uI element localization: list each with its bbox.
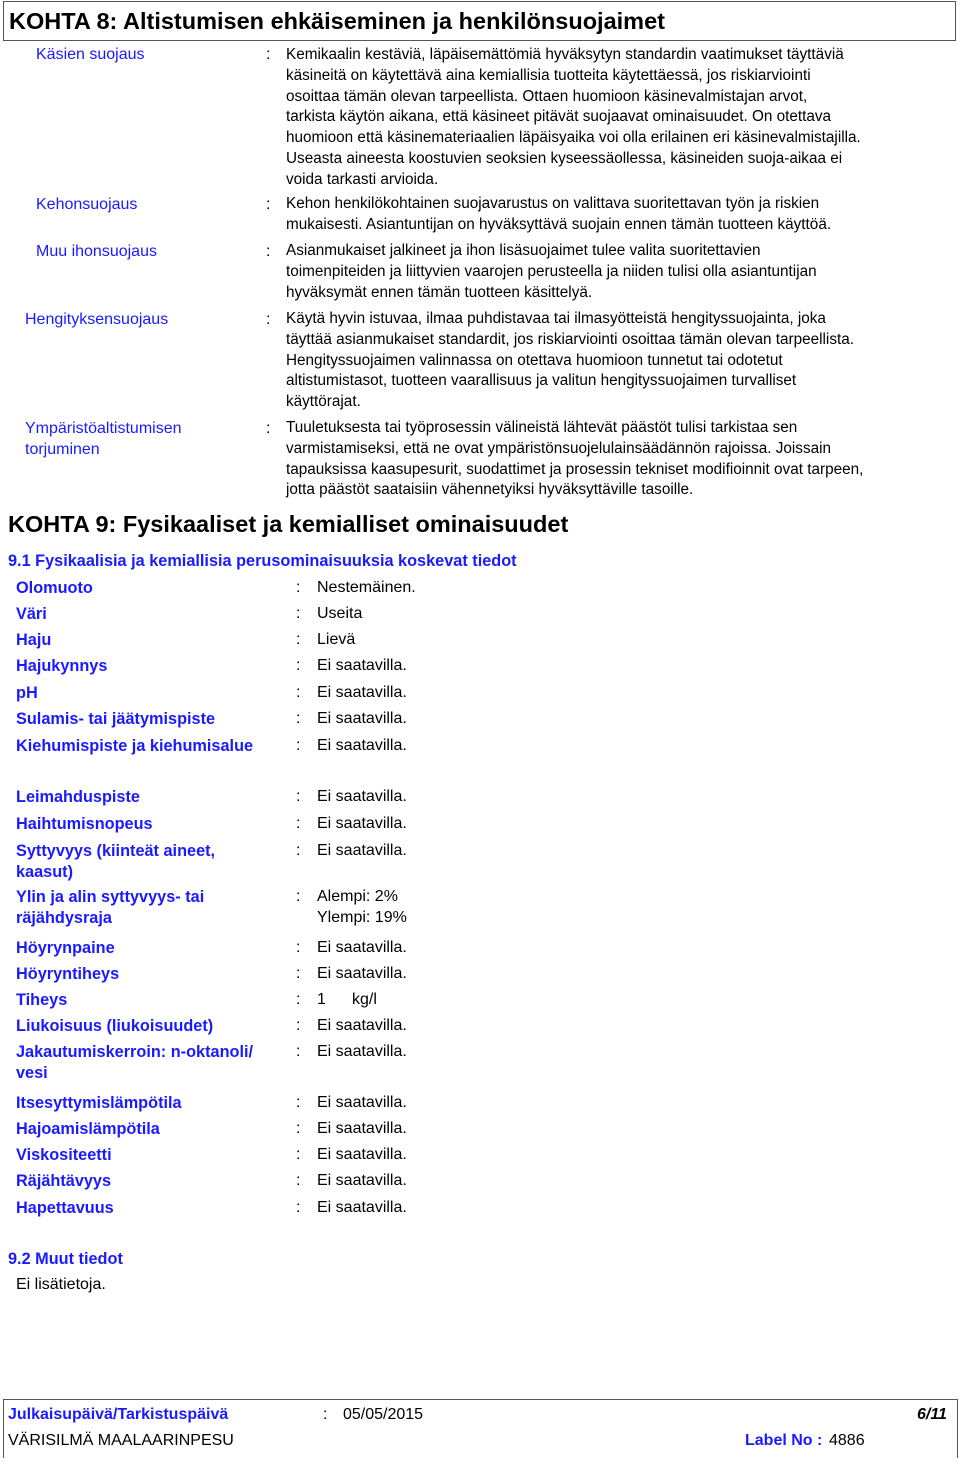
subsection-9-1-heading: 9.1 Fysikaalisia ja kemiallisia perusominaisuuksia koskevat tiedot xyxy=(8,552,517,570)
property-label: Höyryntiheys xyxy=(16,965,120,983)
property-value: Ei saatavilla. xyxy=(317,965,407,982)
colon: : xyxy=(296,631,301,648)
colon: : xyxy=(296,579,301,596)
property-label: Hajukynnys xyxy=(16,657,108,675)
other-info-text: Ei lisätietoja. xyxy=(16,1276,106,1293)
hand-protection-label: Käsien suojaus xyxy=(36,46,145,63)
property-value: Ei saatavilla. xyxy=(317,1172,407,1189)
property-value: Ei saatavilla. xyxy=(317,1094,407,1111)
section9-title: KOHTA 9: Fysikaaliset ja kemialliset ominaisuudet xyxy=(8,511,569,537)
colon: : xyxy=(296,1146,301,1163)
colon: : xyxy=(296,684,301,701)
footer-date-value: 05/05/2015 xyxy=(343,1406,424,1423)
hand-protection-text: Kemikaalin kestäviä, läpäisemättömiä hyväksytyn standardin vaatimukset täyttäviä käsineitä on käytettävä aina kemiallisia tuotteita käytettäessä, jos riskiarviointi osoittaa tämän olevan tarpeellista. Ottaen huomioon käsinevalmistajan arvot, tarkista käytön aikana, että käsineet pitävät suojaavat ominaisuudet. On otettava huomioon että käsinemateriaalien läpäisyaika voi olla erilainen eri käsinevalmistajilla. Useasta aineesta koostuvien seoksien kyseessäollessa, käsineiden suoja-aikaa ei voida tarkasti arvioida. xyxy=(286,46,861,188)
footer-label-no-value: 4886 xyxy=(829,1432,865,1449)
property-label: Väri xyxy=(16,605,47,623)
colon: : xyxy=(296,991,301,1008)
colon: : xyxy=(266,196,271,213)
property-value: Useita xyxy=(317,605,363,622)
colon: : xyxy=(266,311,271,328)
property-value: Alempi: 2% Ylempi: 19% xyxy=(317,888,407,926)
colon: : xyxy=(296,1017,301,1034)
colon: : xyxy=(296,1172,301,1189)
property-value: Ei saatavilla. xyxy=(317,1146,407,1163)
footer-page-number: 6/11 xyxy=(917,1406,947,1423)
property-value: Ei saatavilla. xyxy=(317,842,407,859)
colon: : xyxy=(296,657,301,674)
property-value: Ei saatavilla. xyxy=(317,657,407,674)
property-unit: kg/l xyxy=(352,991,377,1008)
colon: : xyxy=(296,737,301,754)
colon: : xyxy=(296,1043,301,1060)
body-protection-label: Kehonsuojaus xyxy=(36,196,138,213)
footer-label-no-label: Label No : xyxy=(745,1432,823,1449)
property-value: Ei saatavilla. xyxy=(317,1199,407,1216)
body-protection-text: Kehon henkilökohtainen suojavarustus on valittava suoritettavan työn ja riskien mukaisesti. Asiantuntijan on hyväksyttävä suojain ennen tämän tuotteen käyttöä. xyxy=(286,195,832,233)
colon: : xyxy=(296,788,301,805)
property-value: Nestemäinen. xyxy=(317,579,416,596)
colon: : xyxy=(296,939,301,956)
property-value: Ei saatavilla. xyxy=(317,788,407,805)
colon: : xyxy=(296,815,301,832)
property-label: Haju xyxy=(16,631,52,649)
property-label: Hajoamislämpötila xyxy=(16,1120,160,1138)
property-label: Höyrynpaine xyxy=(16,939,115,957)
colon: : xyxy=(266,46,271,63)
property-value: Ei saatavilla. xyxy=(317,1120,407,1137)
property-label: Sulamis- tai jäätymispiste xyxy=(16,710,216,728)
property-label: pH xyxy=(16,684,38,702)
environmental-exposure-label: Ympäristöaltistumisen torjuminen xyxy=(25,420,182,458)
colon: : xyxy=(296,1094,301,1111)
property-value: Ei saatavilla. xyxy=(317,737,407,754)
property-value: Ei saatavilla. xyxy=(317,684,407,701)
other-skin-protection-text: Asianmukaiset jalkineet ja ihon lisäsuojaimet tulee valita suoritettavien toimenpiteiden ja liittyvien vaarojen perusteella ja niiden tulisi olla asiantuntijan hyväksymät ennen tämän tuotteen käsittelyä. xyxy=(286,242,817,301)
footer-product-name: VÄRISILMÄ MAALAARINPESU xyxy=(8,1432,234,1449)
colon: : xyxy=(266,420,271,437)
property-label: Leimahduspiste xyxy=(16,788,140,806)
property-label: Jakautumiskerroin: n-oktanoli/ vesi xyxy=(16,1043,254,1082)
colon: : xyxy=(323,1406,328,1423)
property-value: Ei saatavilla. xyxy=(317,939,407,956)
respiratory-protection-text: Käytä hyvin istuvaa, ilmaa puhdistavaa tai ilmasyötteistä hengityssuojainta, joka täyttää asianmukaiset standardit, jos riskiarviointi osoittaa tämän olevan tarpeellista. Hengityssuojaimen valinnassa on otettava huomioon tunnetut tai odotetut altistumistasot, tuotteen vaarallisuus ja valitun hengityssuojaimen turvalliset käyttörajat. xyxy=(286,310,854,411)
property-value: Ei saatavilla. xyxy=(317,1043,407,1060)
property-label: Viskositeetti xyxy=(16,1146,112,1164)
property-label: Liukoisuus (liukoisuudet) xyxy=(16,1017,214,1035)
property-label: Haihtumisnopeus xyxy=(16,815,153,833)
footer-date-label: Julkaisupäivä/Tarkistuspäivä xyxy=(8,1406,229,1423)
colon: : xyxy=(296,965,301,982)
colon: : xyxy=(296,710,301,727)
property-label: Hapettavuus xyxy=(16,1199,114,1217)
respiratory-protection-label: Hengityksensuojaus xyxy=(25,311,169,328)
other-skin-protection-label: Muu ihonsuojaus xyxy=(36,243,157,260)
property-value: Ei saatavilla. xyxy=(317,1017,407,1034)
property-value: Ei saatavilla. xyxy=(317,710,407,727)
section8-title: KOHTA 8: Altistumisen ehkäiseminen ja henkilönsuojaimet xyxy=(9,8,665,34)
property-value: 1 xyxy=(317,991,326,1008)
property-label: Kiehumispiste ja kiehumisalue xyxy=(16,737,254,755)
property-value: Ei saatavilla. xyxy=(317,815,407,832)
property-value: Lievä xyxy=(317,631,356,648)
colon: : xyxy=(296,1199,301,1216)
property-label: Tiheys xyxy=(16,991,68,1009)
colon: : xyxy=(296,1120,301,1137)
colon: : xyxy=(296,888,301,905)
property-label: Ylin ja alin syttyvyys- tai räjähdysraja xyxy=(16,888,205,927)
colon: : xyxy=(296,605,301,622)
property-label: Räjähtävyys xyxy=(16,1172,112,1190)
colon: : xyxy=(266,243,271,260)
environmental-exposure-text: Tuuletuksesta tai työprosessin välineistä lähtevät päästöt tulisi tarkistaa sen varmistamiseksi, että ne ovat ympäristönsuojelulainsäädännön rajoissa. Joissain tapauksissa kaasupesurit, suodattimet ja prosessin tekniset modifioinnit ovat tarpeen, jotta päästöt saataisiin vähennetyiksi hyväksyttäville tasoille. xyxy=(286,419,864,499)
property-label: Olomuoto xyxy=(16,579,93,597)
colon: : xyxy=(296,842,301,859)
subsection-9-2-heading: 9.2 Muut tiedot xyxy=(8,1250,123,1268)
property-label: Itsesyttymislämpötila xyxy=(16,1094,182,1112)
property-label: Syttyvyys (kiinteät aineet, kaasut) xyxy=(16,842,216,881)
